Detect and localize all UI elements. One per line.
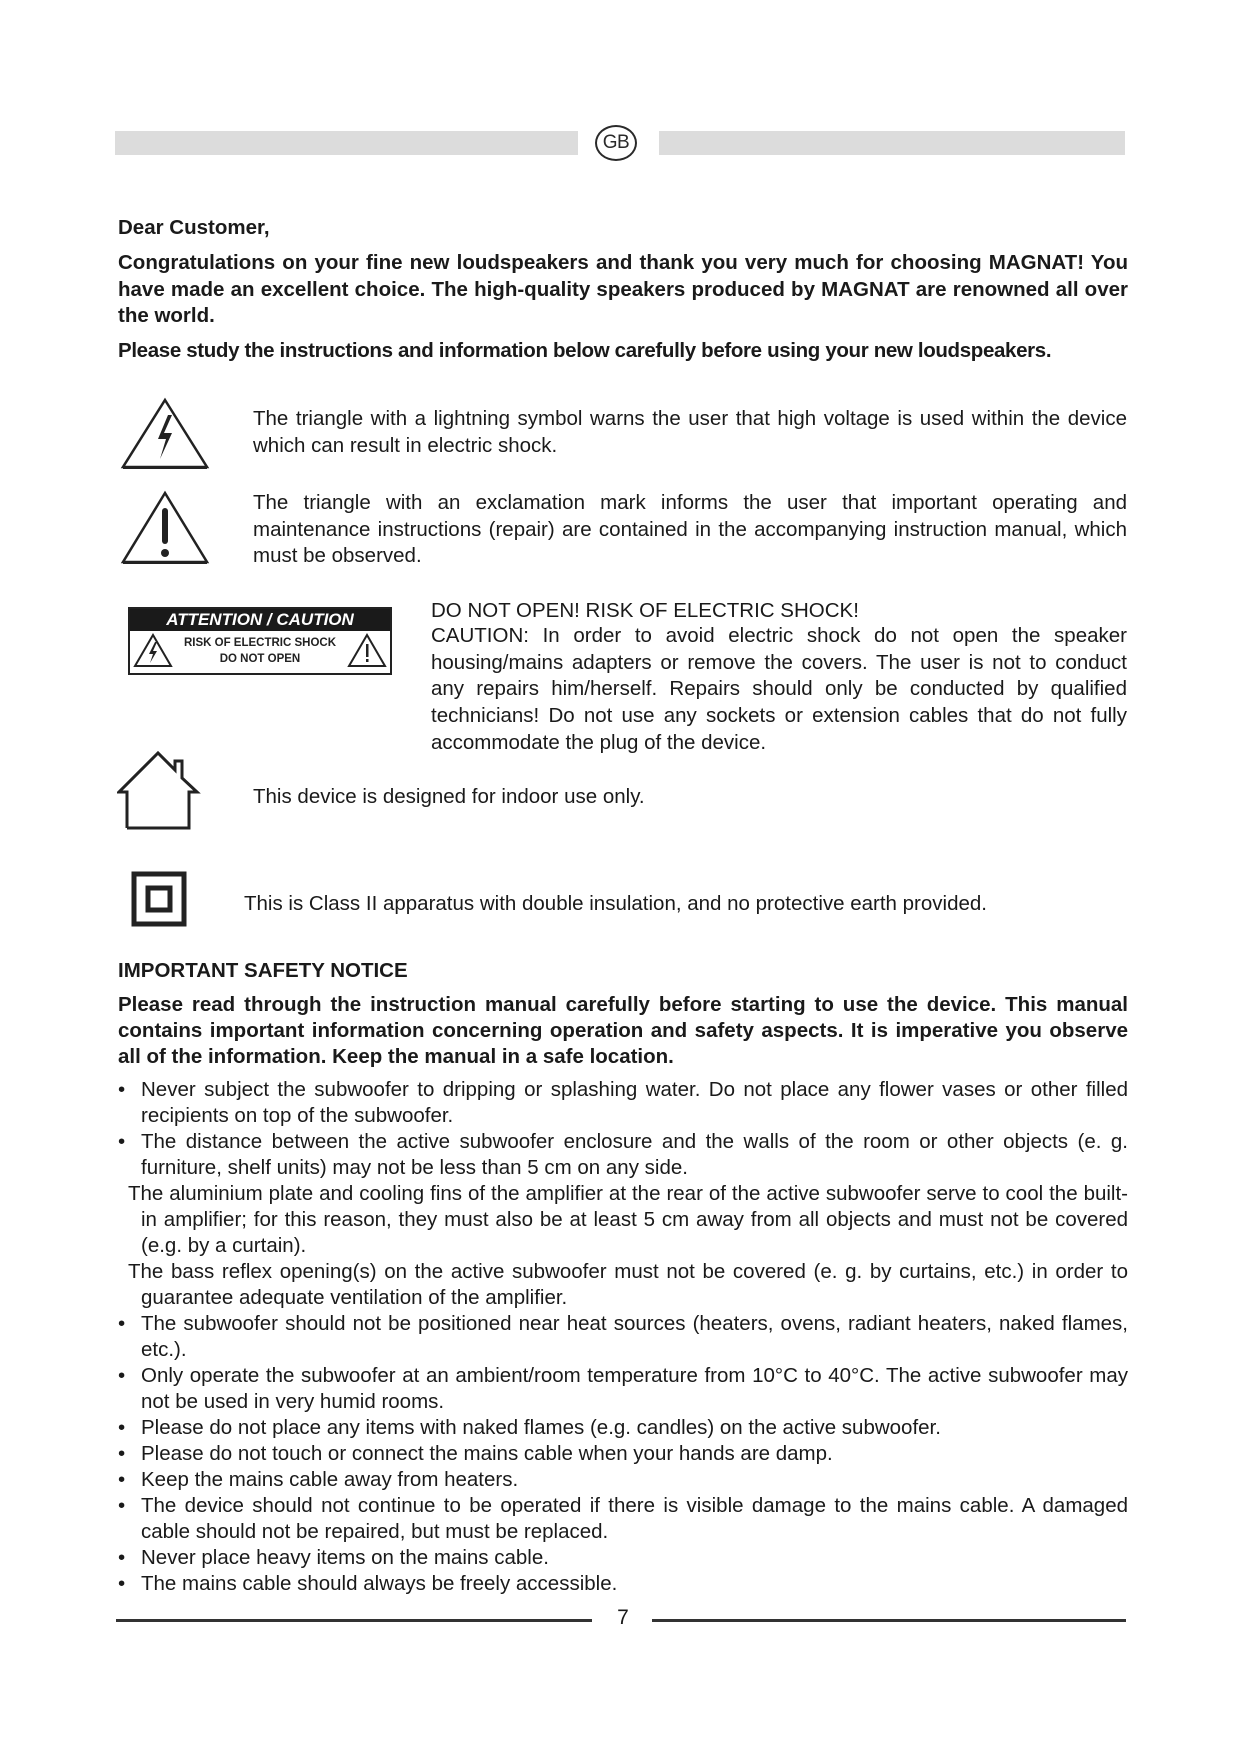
- list-item: • The distance between the active subwoofer enclosure and the walls of the room or other objects (e. g. furniture, shelf units) may not be less than 5 cm on any side.: [118, 1130, 1128, 1179]
- footer-rule-left: [116, 1619, 592, 1622]
- language-badge: GB: [595, 125, 637, 161]
- lightning-triangle-icon: [120, 397, 210, 471]
- greeting: Dear Customer,: [118, 216, 270, 239]
- bullet: •: [118, 1130, 126, 1153]
- house-icon: [117, 750, 203, 830]
- header-band-left: [115, 131, 578, 155]
- exclamation-triangle-icon: [347, 633, 387, 669]
- header-band: [115, 131, 1125, 155]
- list-item: • The mains cable should always be freely accessible.: [118, 1572, 618, 1595]
- bullet: •: [118, 1312, 126, 1335]
- list-item: • Never subject the subwoofer to dripping or splashing water. Do not place any flower vases or other filled recipients on top of the subwoofer.: [118, 1078, 1128, 1127]
- list-item: • Only operate the subwoofer at an ambient/room temperature from 10°C to 40°C. The active subwoofer may not be used in very humid rooms.: [118, 1364, 1128, 1413]
- list-item: • Keep the mains cable away from heaters.: [118, 1468, 519, 1491]
- page-number: 7: [617, 1606, 629, 1629]
- list-item: • Please do not touch or connect the mains cable when your hands are damp.: [118, 1442, 833, 1465]
- symbol-text-instructions: The triangle with an exclamation mark informs the user that important operating and maintenance instructions (repair) are contained in the accompanying instruction manual, which must be observed.: [253, 491, 1127, 567]
- symbol-text-indoor: This device is designed for indoor use only.: [253, 785, 645, 808]
- list-item: • The device should not continue to be operated if there is visible damage to the mains cable. A damaged cable should not be repaired, but must be replaced.: [118, 1494, 1128, 1543]
- footer-rule-right: [652, 1619, 1126, 1622]
- safety-notice-title: IMPORTANT SAFETY NOTICE: [118, 959, 408, 982]
- safety-list: [118, 1077, 1128, 1597]
- caution-label-line1: RISK OF ELECTRIC SHOCK: [183, 637, 337, 649]
- bullet: •: [118, 1364, 126, 1387]
- caution-title: DO NOT OPEN! RISK OF ELECTRIC SHOCK!: [431, 599, 859, 622]
- bullet: •: [118, 1416, 126, 1439]
- caution-label-heading: ATTENTION / CAUTION: [130, 609, 390, 631]
- study-notice: Please study the instructions and information below carefully before using your new loudspeakers.: [118, 339, 1052, 362]
- class-ii-double-square-icon: [131, 871, 187, 927]
- list-item: The bass reflex opening(s) on the active subwoofer must not be covered (e. g. by curtains, etc.) in order to guarantee adequate ventilation of the amplifier.: [128, 1260, 1128, 1309]
- bullet: •: [118, 1572, 126, 1595]
- caution-label-line2: DO NOT OPEN: [219, 653, 301, 665]
- symbol-text-class-ii: This is Class II apparatus with double insulation, and no protective earth provided.: [244, 892, 987, 915]
- bullet: •: [118, 1546, 126, 1569]
- symbol-text-high-voltage: The triangle with a lightning symbol warns the user that high voltage is used within the device which can result in electric shock.: [253, 407, 1127, 457]
- list-item: • The subwoofer should not be positioned near heat sources (heaters, ovens, radiant heaters, naked flames, etc.).: [118, 1312, 1128, 1361]
- list-item: • Never place heavy items on the mains cable.: [118, 1546, 549, 1569]
- bullet: •: [118, 1468, 126, 1491]
- intro-paragraph: Congratulations on your fine new loudspeakers and thank you very much for choosing MAGNAT! You have made an excellent choice. The high-quality speakers produced by MAGNAT are renowned all over the world.: [118, 251, 1128, 327]
- exclamation-triangle-icon: [120, 490, 210, 566]
- safety-notice-intro: Please read through the instruction manual carefully before starting to use the device. This manual contains important information concerning operation and safety aspects. It is imperative you observe all of the information. Keep the manual in a safe location.: [118, 993, 1128, 1068]
- header-band-right: [659, 131, 1125, 155]
- bullet: •: [118, 1078, 126, 1101]
- list-item: The aluminium plate and cooling fins of the amplifier at the rear of the active subwoofer serve to cool the built-in amplifier; for this reason, they must also be at least 5 cm away from all objects and must not be covered (e.g. by a curtain).: [128, 1182, 1128, 1257]
- caution-label: [128, 607, 392, 675]
- bullet: •: [118, 1494, 126, 1517]
- list-item: • Please do not place any items with naked flames (e.g. candles) on the active subwoofer.: [118, 1416, 941, 1439]
- bullet: •: [118, 1442, 126, 1465]
- caution-text: CAUTION: In order to avoid electric shock do not open the speaker housing/mains adapters or remove the covers. The user is not to conduct any repairs him/herself. Repairs should only be conducted by qualified technicians! Do not use any sockets or extension cables that do not fully accommodate the plug of the device.: [431, 624, 1127, 754]
